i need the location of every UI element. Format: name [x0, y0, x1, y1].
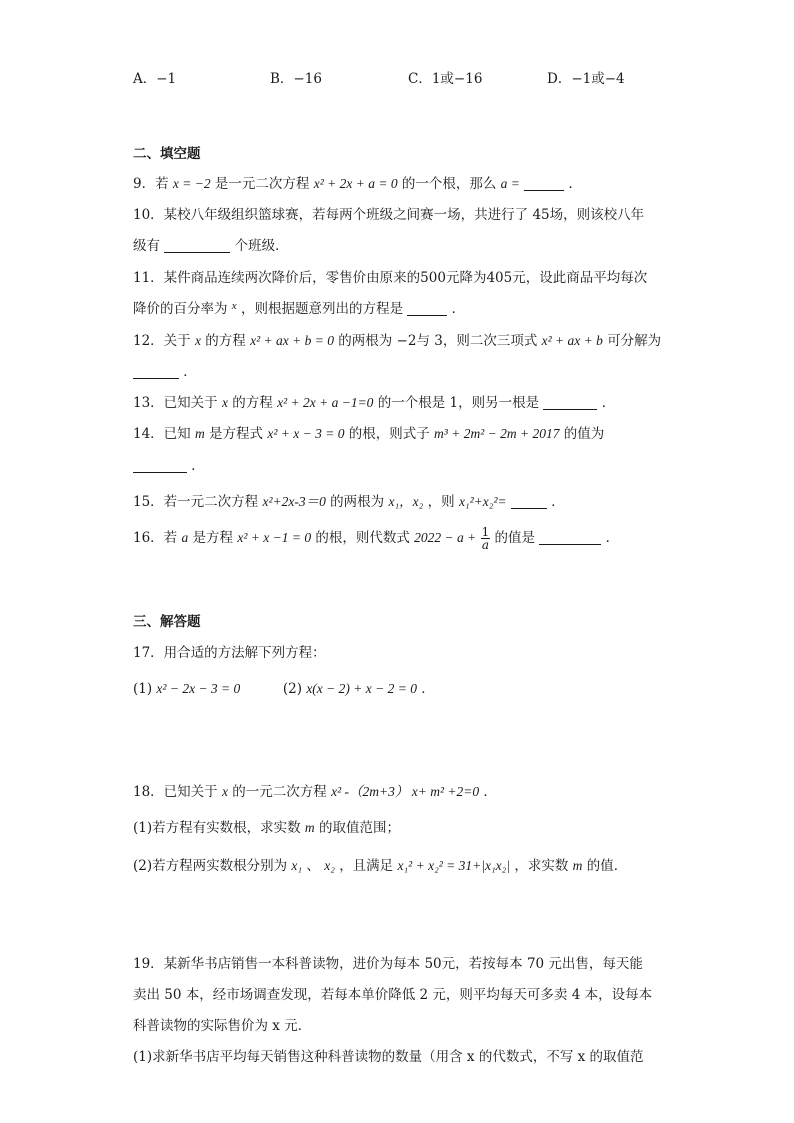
answer-blank: [539, 530, 601, 545]
question-19-part1: (1)求新华书店平均每天销售这种科普读物的数量（用含 x 的代数式，不写 x 的取值范: [133, 1049, 644, 1065]
answer-blank: [543, 395, 597, 410]
question-11-line1: 11．某件商品连续两次降价后，零售价由原来的500元降为405元，设此商品平均每次: [133, 270, 648, 286]
question-11-line2: 降价的百分率为 $^x$ ，则根据题意列出的方程是 ．: [133, 300, 466, 317]
option-d: D．−1或−4: [547, 71, 625, 87]
question-10-line1: 10．某校八年级组织篮球赛，若每两个班级之间赛一场，共进行了 45场，则该校八年: [133, 207, 645, 223]
question-17-parts: (1) x² − 2x − 3 = 0 (2) x(x − 2) + x − 2 = 0 ．: [133, 681, 435, 697]
question-19-line2: 卖出 50 本，经市场调查发现，若每本单价降低 2 元，则平均每天可多卖 4 本，设每本: [133, 987, 653, 1003]
question-18-part1: (1)若方程有实数根，求实数 m 的取值范围；: [133, 820, 400, 836]
option-b: B．−16: [270, 71, 322, 87]
question-12-line1: 12．关于 x 的方程 x² + ax + b = 0 的两根为 −2与 3，则二次三项式 x² + ax + b 可分解为: [133, 333, 662, 349]
question-17-title: 17．用合适的方法解下列方程：: [133, 645, 326, 661]
question-9: 9．若 x = −2 是一元二次方程 x² + 2x + a = 0 的一个根，那么 a = ．: [133, 176, 583, 192]
answer-blank: [511, 494, 547, 509]
question-19-line3: 科普读物的实际售价为 x 元．: [133, 1018, 312, 1034]
fraction-one-over-a: $\frac{1}{a}$: [481, 525, 490, 552]
option-a: A．−1: [133, 71, 177, 87]
section-fill-in-title: 二、填空题: [133, 146, 201, 162]
question-14-line2: ．: [133, 454, 205, 474]
question-19-line1: 19．某新华书店销售一本科普读物，进价为每本 50元，若按每本 70 元出售，每天能: [133, 956, 643, 972]
question-12-line2: ．: [133, 360, 197, 380]
question-16: 16．若 a 是方程 x² + x −1 = 0 的根，则代数式 2022 − a + $\frac{1}{a}$ 的值是 ．: [133, 525, 620, 552]
option-c: C．1或−16: [408, 71, 483, 87]
answer-blank: [133, 364, 179, 379]
question-18-part2: (2)若方程两实数根分别为 x₁ 、 x₂ ，且满足 x₁² + x₂² = 31+|x₁x₂| ，求实数 m 的值．: [133, 858, 628, 874]
answer-blank: [133, 458, 187, 473]
answer-blank: [524, 176, 564, 191]
question-18: 18．已知关于 x 的一元二次方程 x² -（2m+3） x+ m² +2=0 ．: [133, 784, 497, 800]
question-10-line2: 级有 个班级．: [133, 238, 289, 254]
section-solve-title: 三、解答题: [133, 614, 201, 630]
answer-blank: [164, 238, 230, 253]
question-15: 15．若一元二次方程 x²+2x-3＝0 的两根为 x₁，x₂ ，则 x₁²+x₂²= ．: [133, 494, 565, 510]
question-14-line1: 14．已知 m 是方程式 x² + x − 3 = 0 的根，则式子 m³ + 2m² − 2m + 2017 的值为: [133, 426, 605, 442]
question-13: 13．已知关于 x 的方程 x² + 2x + a −1=0 的一个根是 1，则另一根是 ．: [133, 395, 616, 411]
answer-blank: [407, 301, 447, 316]
